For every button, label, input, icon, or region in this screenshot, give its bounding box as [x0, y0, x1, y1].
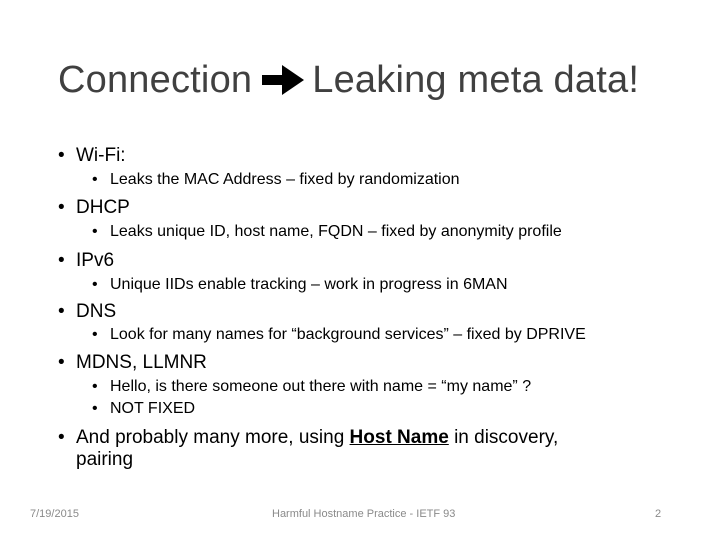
- sub-bullet-mdns-2: [92, 399, 195, 419]
- sub-bullet-text: Look for many names for “background services” – fixed by DPRIVE: [110, 326, 586, 343]
- bullet-dot: •: [92, 378, 98, 395]
- bullet-dot: •: [58, 352, 65, 373]
- bullet-text: Wi-Fi:: [76, 145, 126, 166]
- sub-bullet-ipv6: [92, 275, 508, 295]
- bullet-dot: •: [92, 400, 98, 417]
- bullet-dot: •: [58, 197, 65, 218]
- bullet-dot: •: [58, 427, 65, 448]
- bullet-dot: •: [92, 171, 98, 188]
- bullet-text-suffix: in discovery,: [448, 427, 559, 448]
- bullet-dot: •: [92, 276, 98, 293]
- bullet-text-prefix: And probably many more, using: [76, 427, 350, 448]
- sub-bullet-wifi: [92, 170, 460, 190]
- bullet-dns: [58, 301, 116, 323]
- bullet-many-more-continued: [76, 449, 133, 471]
- right-arrow-icon: [260, 63, 306, 97]
- bullet-mdns-llmnr: [58, 352, 207, 374]
- host-name-emphasis: Host Name: [349, 427, 449, 448]
- sub-bullet-dns: [92, 325, 586, 345]
- bullet-dhcp: [58, 197, 130, 219]
- footer-page-number: 2: [655, 508, 662, 520]
- sub-bullet-text: NOT FIXED: [110, 400, 196, 417]
- bullet-dot: •: [92, 326, 98, 343]
- bullet-ipv6: [58, 250, 114, 272]
- bullet-text: MDNS, LLMNR: [76, 352, 207, 373]
- bullet-text: IPv6: [76, 250, 115, 271]
- bullet-text: DNS: [76, 301, 117, 322]
- sub-bullet-text: Leaks the MAC Address – fixed by randomization: [110, 171, 460, 188]
- bullet-text-continued: pairing: [76, 449, 134, 470]
- sub-bullet-dhcp: [92, 222, 562, 242]
- slide-title: [58, 56, 639, 104]
- bullet-text: DHCP: [76, 197, 130, 218]
- footer-date: 7/19/2015: [30, 508, 79, 520]
- bullet-dot: •: [58, 145, 65, 166]
- footer-title: Harmful Hostname Practice - IETF 93: [272, 508, 456, 520]
- bullet-dot: •: [58, 250, 65, 271]
- sub-bullet-mdns-1: [92, 377, 531, 397]
- bullet-wifi: [58, 145, 126, 167]
- bullet-dot: •: [58, 301, 65, 322]
- title-part-leaking: Leaking meta data!: [312, 59, 640, 101]
- sub-bullet-text: Unique IIDs enable tracking – work in progress in 6MAN: [110, 276, 508, 293]
- sub-bullet-text: Hello, is there someone out there with name = “my name” ?: [110, 378, 532, 395]
- sub-bullet-text: Leaks unique ID, host name, FQDN – fixed by anonymity profile: [110, 223, 562, 240]
- bullet-many-more: [58, 427, 558, 449]
- title-part-connection: Connection: [58, 59, 253, 101]
- bullet-dot: •: [92, 223, 98, 240]
